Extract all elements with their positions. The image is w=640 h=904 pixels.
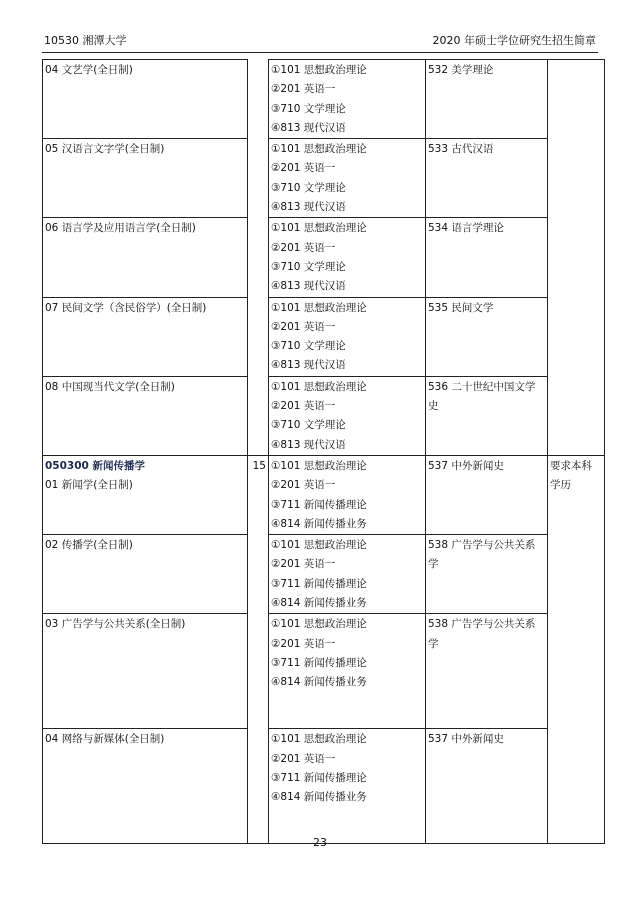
quota-cell bbox=[248, 535, 269, 614]
research-direction-cell bbox=[43, 455, 248, 534]
retest-subject-cell bbox=[426, 297, 548, 376]
exam-subject: ①101 思想政治理论 bbox=[271, 618, 367, 631]
quota-cell bbox=[248, 614, 269, 729]
exam-subject: ③710 文学理论 bbox=[271, 102, 346, 115]
research-direction: 07 民间文学（含民俗学）(全日制) bbox=[45, 301, 207, 314]
university-code-name: 10530 湘潭大学 bbox=[44, 34, 127, 47]
table-row bbox=[43, 139, 605, 218]
exam-subjects-cell bbox=[269, 729, 426, 844]
exam-subject: ②201 英语一 bbox=[271, 320, 336, 333]
retest-subject: 533 古代汉语 bbox=[428, 143, 494, 156]
exam-subject: ③711 新闻传播理论 bbox=[271, 771, 367, 784]
research-direction: 05 汉语言文字学(全日制) bbox=[45, 143, 165, 156]
exam-subject: ③711 新闻传播理论 bbox=[271, 498, 367, 511]
table-row bbox=[43, 455, 605, 534]
remark-cell bbox=[548, 139, 605, 218]
table-row bbox=[43, 614, 605, 729]
header-rule bbox=[42, 52, 598, 53]
exam-subject: ①101 思想政治理论 bbox=[271, 222, 367, 235]
exam-subject: ④813 现代汉语 bbox=[271, 201, 346, 214]
admissions-catalog-table bbox=[42, 59, 605, 844]
remark-cell bbox=[548, 535, 605, 614]
retest-subject-cell bbox=[426, 455, 548, 534]
exam-subject: ①101 思想政治理论 bbox=[271, 459, 367, 472]
retest-subject-cell bbox=[426, 614, 548, 729]
exam-subject: ②201 英语一 bbox=[271, 479, 336, 492]
exam-subject: ②201 英语一 bbox=[271, 162, 336, 175]
research-direction: 04 文艺学(全日制) bbox=[45, 64, 133, 76]
quota-cell bbox=[248, 376, 269, 455]
exam-subject: ④813 现代汉语 bbox=[271, 280, 346, 293]
exam-subject: ③710 文学理论 bbox=[271, 419, 346, 432]
remark-cell bbox=[548, 455, 605, 534]
enrollment-quota: 15 bbox=[252, 459, 266, 472]
research-direction-cell bbox=[43, 729, 248, 844]
retest-subject: 534 语言学理论 bbox=[428, 222, 504, 235]
remark-cell bbox=[548, 614, 605, 729]
retest-subject: 532 美学理论 bbox=[428, 64, 494, 76]
table-row bbox=[43, 60, 605, 139]
page-number: 23 bbox=[313, 836, 327, 849]
research-direction: 04 网络与新媒体(全日制) bbox=[45, 733, 165, 746]
exam-subject: ④813 现代汉语 bbox=[271, 438, 346, 451]
exam-subjects-cell bbox=[269, 455, 426, 534]
exam-subject: ①101 思想政治理论 bbox=[271, 733, 367, 746]
exam-subjects-cell bbox=[269, 614, 426, 729]
retest-subject-cell bbox=[426, 218, 548, 297]
research-direction-cell bbox=[43, 139, 248, 218]
remark-cell bbox=[548, 729, 605, 844]
retest-subject-cell bbox=[426, 376, 548, 455]
exam-subject: ④814 新闻传播业务 bbox=[271, 517, 367, 530]
exam-subjects-cell bbox=[269, 535, 426, 614]
retest-subject-cell bbox=[426, 729, 548, 844]
exam-subject: ①101 思想政治理论 bbox=[271, 301, 367, 314]
research-direction-cell bbox=[43, 614, 248, 729]
remark-cell bbox=[548, 376, 605, 455]
research-direction-cell bbox=[43, 376, 248, 455]
exam-subject: ②201 英语一 bbox=[271, 637, 336, 650]
quota-cell bbox=[248, 455, 269, 534]
retest-subject: 535 民间文学 bbox=[428, 301, 494, 314]
quota-cell bbox=[248, 729, 269, 844]
exam-subject: ②201 英语一 bbox=[271, 241, 336, 254]
retest-subject: 538 广告学与公共关系学 bbox=[428, 618, 536, 650]
quota-cell bbox=[248, 60, 269, 139]
exam-subject: ①101 思想政治理论 bbox=[271, 143, 367, 156]
exam-subjects-cell bbox=[269, 297, 426, 376]
exam-subject: ④814 新闻传播业务 bbox=[271, 597, 367, 610]
retest-subject: 536 二十世纪中国文学史 bbox=[428, 380, 536, 413]
exam-subject: ④813 现代汉语 bbox=[271, 359, 346, 372]
research-direction: 03 广告学与公共关系(全日制) bbox=[45, 618, 186, 631]
brochure-title: 2020 年硕士学位研究生招生简章 bbox=[432, 34, 596, 47]
research-direction: 08 中国现当代文学(全日制) bbox=[45, 380, 175, 393]
table-row bbox=[43, 729, 605, 844]
remark-cell bbox=[548, 297, 605, 376]
exam-subject: ②201 英语一 bbox=[271, 752, 336, 765]
exam-subject: ④814 新闻传播业务 bbox=[271, 791, 367, 804]
retest-subject-cell bbox=[426, 535, 548, 614]
exam-subject: ③711 新闻传播理论 bbox=[271, 656, 367, 669]
retest-subject-cell bbox=[426, 60, 548, 139]
table-row bbox=[43, 376, 605, 455]
exam-subject: ①101 思想政治理论 bbox=[271, 380, 367, 393]
exam-subjects-cell bbox=[269, 376, 426, 455]
exam-subject: ②201 英语一 bbox=[271, 400, 336, 413]
remark-cell bbox=[548, 218, 605, 297]
retest-subject: 537 中外新闻史 bbox=[428, 733, 504, 746]
research-direction-cell bbox=[43, 60, 248, 139]
exam-subject: ③710 文学理论 bbox=[271, 181, 346, 194]
retest-subject: 537 中外新闻史 bbox=[428, 459, 504, 472]
page-header bbox=[42, 34, 598, 52]
research-direction-cell bbox=[43, 297, 248, 376]
exam-subject: ①101 思想政治理论 bbox=[271, 539, 367, 552]
table-row bbox=[43, 297, 605, 376]
research-direction-cell bbox=[43, 535, 248, 614]
quota-cell bbox=[248, 297, 269, 376]
exam-subjects-cell bbox=[269, 60, 426, 139]
exam-subject: ③710 文学理论 bbox=[271, 260, 346, 273]
research-direction: 01 新闻学(全日制) bbox=[45, 479, 133, 492]
exam-subject: ④813 现代汉语 bbox=[271, 121, 346, 134]
quota-cell bbox=[248, 139, 269, 218]
research-direction-cell bbox=[43, 218, 248, 297]
table-row bbox=[43, 218, 605, 297]
research-direction: 06 语言学及应用语言学(全日制) bbox=[45, 222, 196, 235]
table-row bbox=[43, 535, 605, 614]
major-title: 050300 新闻传播学 bbox=[45, 459, 145, 472]
quota-cell bbox=[248, 218, 269, 297]
retest-subject-cell bbox=[426, 139, 548, 218]
admission-requirement: 要求本科学历 bbox=[550, 459, 592, 492]
exam-subjects-cell bbox=[269, 218, 426, 297]
exam-subject: ③711 新闻传播理论 bbox=[271, 577, 367, 590]
research-direction: 02 传播学(全日制) bbox=[45, 539, 133, 552]
exam-subject: ①101 思想政治理论 bbox=[271, 64, 367, 76]
exam-subjects-cell bbox=[269, 139, 426, 218]
remark-cell bbox=[548, 60, 605, 139]
exam-subject: ④814 新闻传播业务 bbox=[271, 676, 367, 689]
exam-subject: ③710 文学理论 bbox=[271, 340, 346, 353]
retest-subject: 538 广告学与公共关系学 bbox=[428, 539, 536, 571]
exam-subject: ②201 英语一 bbox=[271, 558, 336, 571]
exam-subject: ②201 英语一 bbox=[271, 83, 336, 96]
